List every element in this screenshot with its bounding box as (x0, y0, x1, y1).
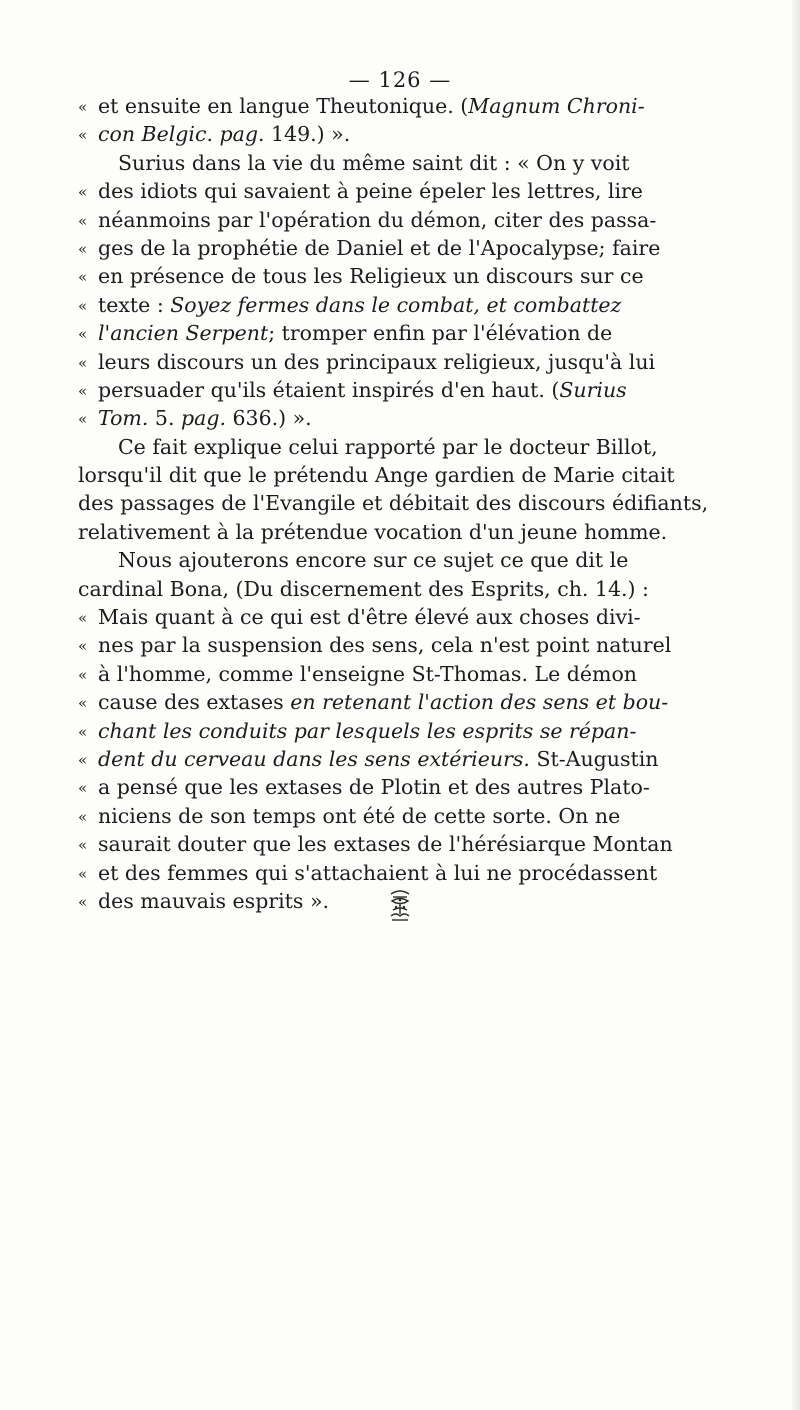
italic-text: con Belgic. pag. (98, 122, 265, 147)
text-line (78, 461, 778, 489)
quote-mark: « (78, 268, 88, 287)
italic-text: en retenant l'action des sens et bou- (290, 690, 669, 715)
italic-text: Magnum Chroni- (468, 94, 645, 118)
text-line (78, 404, 778, 432)
italic-text: chant les conduits par lesquels les esprits se répan- (98, 718, 637, 743)
text-line (78, 348, 778, 376)
text-segment: néanmoins par l'opération du démon, citer des passa- (98, 207, 657, 232)
text-segment: St-Augustin (529, 746, 659, 771)
text-segment: cardinal Bona, (Du discernement des Esprits, ch. 14.) : (78, 576, 649, 601)
text-segment: 636.) ». (225, 406, 312, 431)
text-segment: ; tromper enfin par l'élévation de (268, 321, 613, 346)
text-segment: cause des extases (98, 690, 291, 715)
text-segment: niciens de son temps ont été de cette sorte. On ne (98, 803, 621, 828)
text-segment: des mauvais esprits ». (98, 888, 330, 913)
text-line (78, 688, 778, 716)
text-line (78, 660, 778, 688)
quote-mark: « (78, 864, 88, 883)
italic-text: Tom. (98, 406, 149, 431)
text-line (78, 546, 778, 574)
quote-mark: « (78, 183, 88, 202)
text-line (78, 149, 778, 177)
text-line (78, 859, 778, 887)
text-segment: et ensuite en langue Theutonique. ( (98, 94, 469, 118)
text-segment: Nous ajouterons encore sur ce sujet ce que dit le (118, 548, 629, 573)
text-line (78, 631, 778, 659)
text-line (78, 177, 778, 205)
quote-mark: « (78, 836, 88, 855)
quote-mark: « (78, 722, 88, 741)
text-line (78, 234, 778, 262)
text-segment: 5. (148, 406, 181, 431)
quote-mark: « (78, 296, 88, 315)
text-line (78, 518, 778, 546)
text-segment: en présence de tous les Religieux un discours sur ce (98, 264, 644, 289)
body-text (78, 92, 778, 915)
text-line (78, 773, 778, 801)
text-segment: Surius dans la vie du même saint dit : « On y voit (118, 150, 630, 175)
text-line (78, 802, 778, 830)
text-segment: saurait douter que les extases de l'hérésiarque Montan (98, 832, 673, 857)
quote-mark: « (78, 381, 88, 400)
italic-text: l'ancien Serpent (98, 321, 269, 346)
quote-mark: « (78, 665, 88, 684)
text-segment: nes par la suspension des sens, cela n'est point naturel (98, 633, 672, 658)
page-number: — 126 — (348, 68, 452, 92)
quote-mark: « (78, 694, 88, 713)
text-segment: persuader qu'ils étaient inspirés d'en haut. ( (98, 377, 560, 402)
text-line (78, 603, 778, 631)
text-segment: ges de la prophétie de Daniel et de l'Apocalypse; faire (98, 235, 661, 260)
quote-mark: « (78, 779, 88, 798)
text-line (78, 433, 778, 461)
quote-mark: « (78, 892, 88, 911)
text-line (78, 319, 778, 347)
text-segment: à l'homme, comme l'enseigne St-Thomas. Le démon (98, 661, 637, 686)
text-segment: des passages de l'Evangile et débitait des discours édifiants, (78, 491, 709, 516)
text-segment: 149.) ». (264, 122, 351, 147)
text-segment: Mais quant à ce qui est d'être élevé aux choses divi- (98, 605, 641, 630)
text-segment: a pensé que les extases de Plotin et des autres Plato- (98, 775, 650, 800)
text-line (78, 262, 778, 290)
italic-text: pag. (180, 406, 226, 431)
italic-text: Soyez fermes dans le combat, et combattez (170, 292, 622, 317)
text-segment: leurs discours un des principaux religieux, jusqu'à lui (98, 349, 656, 374)
text-segment: lorsqu'il dit que le prétendu Ange gardien de Marie citait (78, 463, 675, 488)
text-line (78, 206, 778, 234)
text-line (78, 92, 778, 120)
text-line (78, 830, 778, 858)
text-line (78, 291, 778, 319)
italic-text: dent du cerveau dans les sens extérieurs. (98, 746, 530, 771)
quote-mark: « (78, 807, 88, 826)
quote-mark: « (78, 750, 88, 769)
printer-ornament-icon (387, 888, 413, 922)
text-line (78, 717, 778, 745)
quote-mark: « (78, 609, 88, 628)
quote-mark: « (78, 211, 88, 230)
page-edge (792, 0, 800, 1410)
quote-mark: « (78, 239, 88, 258)
text-segment: des idiots qui savaient à peine épeler les lettres, lire (98, 179, 643, 204)
quote-mark: « (78, 410, 88, 429)
text-line (78, 120, 778, 148)
text-segment: texte : (98, 292, 171, 317)
text-line (78, 489, 778, 517)
quote-mark: « (78, 98, 88, 116)
text-line (78, 575, 778, 603)
text-line (78, 745, 778, 773)
quote-mark: « (78, 353, 88, 372)
text-line (78, 887, 778, 915)
quote-mark: « (78, 126, 88, 145)
text-segment: et des femmes qui s'attachaient à lui ne procédassent (98, 860, 658, 885)
quote-mark: « (78, 325, 88, 344)
quote-mark: « (78, 637, 88, 656)
text-segment: relativement à la prétendue vocation d'un jeune homme. (78, 519, 668, 544)
text-line (78, 376, 778, 404)
text-segment: Ce fait explique celui rapporté par le docteur Billot, (118, 434, 658, 459)
italic-text: Surius (559, 377, 627, 402)
